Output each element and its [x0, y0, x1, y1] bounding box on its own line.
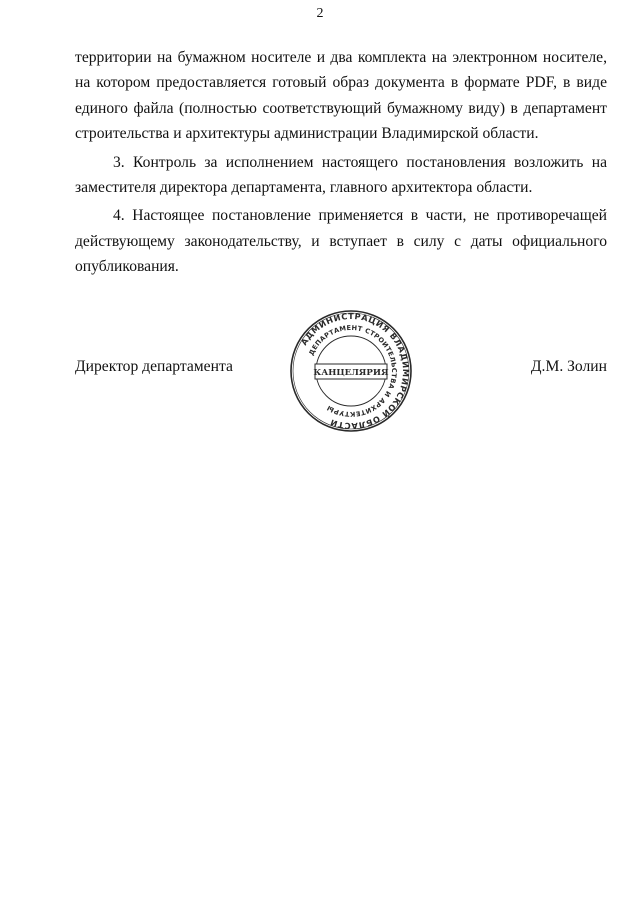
- paragraph-continuation: территории на бумажном носителе и два комплекта на электронном носителе, на котором предоставляется готовый образ документа в формате PDF, в виде единого файла (полностью соответствующий бумажному виду) в департамент строительства и архитектуры администрации Владимирской области.: [75, 49, 607, 143]
- paragraph-item-3: 3. Контроль за исполнением настоящего постановления возложить на заместителя директора департамента, главного архитектора области.: [75, 153, 607, 197]
- stamp-outer-text: АДМИНИСТРАЦИЯ ВЛАДИМИРСКОЙ ОБЛАСТИ: [298, 310, 412, 432]
- stamp-center-text: КАНЦЕЛЯРИЯ: [313, 368, 389, 378]
- document-body: [75, 45, 607, 280]
- signatory-name: Д.М. Золин: [530, 358, 607, 375]
- paragraph-item-4: 4. Настоящее постановление применяется в части, не противоречащей действующему законодательству, и вступает в силу с даты официального опубликования.: [75, 207, 607, 276]
- official-stamp: [289, 309, 413, 433]
- signatory-position: Директор департамента: [75, 358, 233, 375]
- stamp-inner-text: ДЕПАРТАМЕНТ СТРОИТЕЛЬСТВА И АРХИТЕКТУРЫ: [307, 323, 399, 419]
- page-number: 2: [316, 6, 324, 21]
